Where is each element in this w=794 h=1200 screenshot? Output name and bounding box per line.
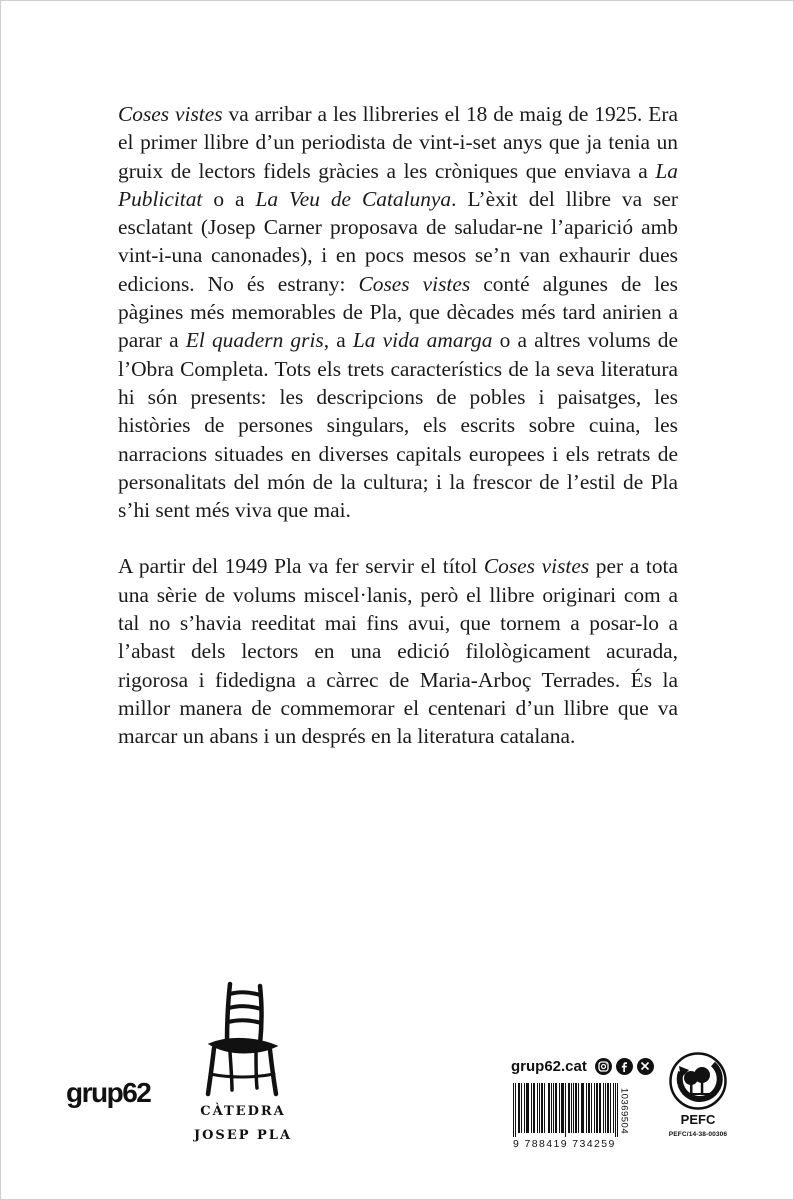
- barcode-bar: [597, 1083, 598, 1133]
- italic-title-run: La vida amarga: [352, 328, 493, 353]
- italic-title-run: El quadern gris: [185, 328, 324, 353]
- italic-title-run: Coses vistes: [118, 102, 223, 126]
- barcode-bar: [600, 1083, 601, 1133]
- barcode-bar: [615, 1083, 616, 1137]
- blurb-paragraph-2: [118, 552, 678, 750]
- italic-title-run: Coses vistes: [358, 271, 471, 296]
- chair-icon: [200, 980, 286, 1098]
- barcode-bar: [576, 1083, 577, 1133]
- barcode-bar: [563, 1083, 564, 1133]
- barcode-bar: [527, 1083, 528, 1133]
- italic-title-run: La Veu de Catalunya: [255, 186, 452, 211]
- barcode-bar: [573, 1083, 574, 1133]
- barcode-bar: [551, 1083, 552, 1133]
- collection-line-1: CÀTEDRA: [200, 1104, 286, 1119]
- blurb-paragraph-1: [118, 100, 678, 524]
- barcode-bar: [548, 1083, 549, 1133]
- back-cover-blurb: [118, 100, 678, 751]
- barcode-bar: [533, 1083, 534, 1133]
- barcode-bar: [565, 1083, 566, 1137]
- barcode-bar: [524, 1083, 525, 1133]
- barcode-bar: [586, 1083, 587, 1133]
- grup62-logo: grup62: [66, 1077, 151, 1108]
- barcode-bar: [513, 1083, 514, 1137]
- barcode-bar: [582, 1083, 583, 1133]
- italic-title-run: Coses vistes: [483, 554, 590, 579]
- pefc-logo-icon: [669, 1052, 727, 1110]
- instagram-icon: [595, 1058, 612, 1075]
- x-icon: [637, 1058, 654, 1075]
- italic-title-run: La Publicitat: [118, 158, 678, 211]
- barcode-bar: [541, 1083, 542, 1133]
- text-run: va arribar a les llibreries el 18 de maig de 1925. Era el primer llibre d’un periodista de vint-i-set anys que ja tenia un gruix de lectors fidels gràcies a les cròniques que enviava a: [118, 102, 678, 183]
- barcode-bar: [568, 1083, 569, 1133]
- barcode-bar: [553, 1083, 554, 1133]
- text-run: conté algunes de les pàgines més memorables de Pla, que dècades més tard anirien a parar a: [118, 271, 678, 353]
- barcode-bar: [534, 1083, 535, 1133]
- barcode-bar: [526, 1083, 527, 1133]
- pefc-label: PEFC: [680, 1112, 716, 1127]
- collection-line-2: JOSEP PLA: [193, 1128, 293, 1143]
- barcode-bar: [537, 1083, 538, 1133]
- collection-name: [180, 1100, 306, 1148]
- barcode-bar: [542, 1083, 543, 1133]
- barcode-bar: [549, 1083, 550, 1133]
- barcode-bar: [559, 1083, 560, 1133]
- barcode-bar: [521, 1083, 522, 1133]
- barcode-bar: [591, 1083, 592, 1133]
- barcode-bar: [571, 1083, 572, 1133]
- text-run: o a altres volums de l’Obra Completa. Tots els trets característics de la seva literatura hi són presents: les descripcions de pobles i paisatges, les històries de persones singulars, els escrits sobre cuina, les narracions situades en diverses capitals europees i els retrats de personalitats del món de la cultura; i la frescor de l’estil de Pla s’hi sent més viva que mai.: [118, 328, 678, 523]
- barcode-bar: [531, 1083, 532, 1133]
- barcode-bar: [519, 1083, 520, 1133]
- text-run: per a tota una sèrie de volums miscel·lanis, però el llibre originari com a tal no s’havia reeditat mai fins avui, que tornem a posar-lo a l’abast dels lectors en una edició filològicament acurada, rigorosa i fidedigna a càrrec de Maria-Arboç Terrades. És la millor manera de commemorar el centenari d’un llibre que va marcar un abans i un després en la literatura catalana.: [118, 554, 678, 749]
- website-url: grup62.cat: [511, 1057, 587, 1075]
- barcode-bar: [599, 1083, 600, 1133]
- barcode-bar: [555, 1083, 556, 1133]
- barcode-bar: [596, 1083, 597, 1133]
- pefc-certification: [662, 1052, 734, 1138]
- barcode-bar: [539, 1083, 540, 1133]
- barcode-bars: [513, 1083, 618, 1137]
- barcode-bar: [603, 1083, 604, 1133]
- text-run: A partir del 1949 Pla va fer servir el títol: [118, 554, 484, 579]
- barcode-side-code-text: 10369504: [618, 1087, 630, 1135]
- barcode-bar: [610, 1083, 611, 1133]
- barcode-digits: 9 788419 734259: [513, 1138, 616, 1150]
- facebook-icon: [616, 1058, 633, 1075]
- barcode-bar: [569, 1083, 570, 1133]
- barcode-bar: [528, 1083, 529, 1133]
- barcode-bar: [578, 1083, 579, 1133]
- barcode-bar: [589, 1083, 590, 1133]
- pefc-code: PEFC/14-38-00306: [668, 1131, 728, 1138]
- barcode-bar: [544, 1083, 545, 1133]
- barcode-bar: [594, 1083, 595, 1133]
- text-run: . L’èxit del llibre va ser esclatant (Josep Carner proposava de saludar-ne l’aparició amb vint-i-una canonades), i en pocs mesos se’n van exhaurir dues edicions. No és estrany:: [118, 186, 679, 296]
- barcode-bar: [583, 1083, 584, 1133]
- barcode-bar: [588, 1083, 589, 1133]
- barcode-bar: [575, 1083, 576, 1133]
- barcode-bar: [515, 1083, 516, 1137]
- text-run: o a: [202, 186, 256, 211]
- isbn-barcode: [513, 1083, 631, 1149]
- barcode-side-code: [617, 1085, 631, 1137]
- barcode-bar: [561, 1083, 562, 1133]
- barcode-bar: [605, 1083, 606, 1133]
- barcode-bar: [562, 1083, 563, 1133]
- barcode-bar: [581, 1083, 582, 1133]
- barcode-bar: [613, 1083, 614, 1133]
- barcode-bar: [518, 1083, 519, 1133]
- text-run: , a: [323, 328, 353, 353]
- barcode-bar: [607, 1083, 608, 1133]
- publisher-website-row: [511, 1055, 654, 1077]
- barcode-bar: [556, 1083, 557, 1133]
- barcode-bar: [608, 1083, 609, 1133]
